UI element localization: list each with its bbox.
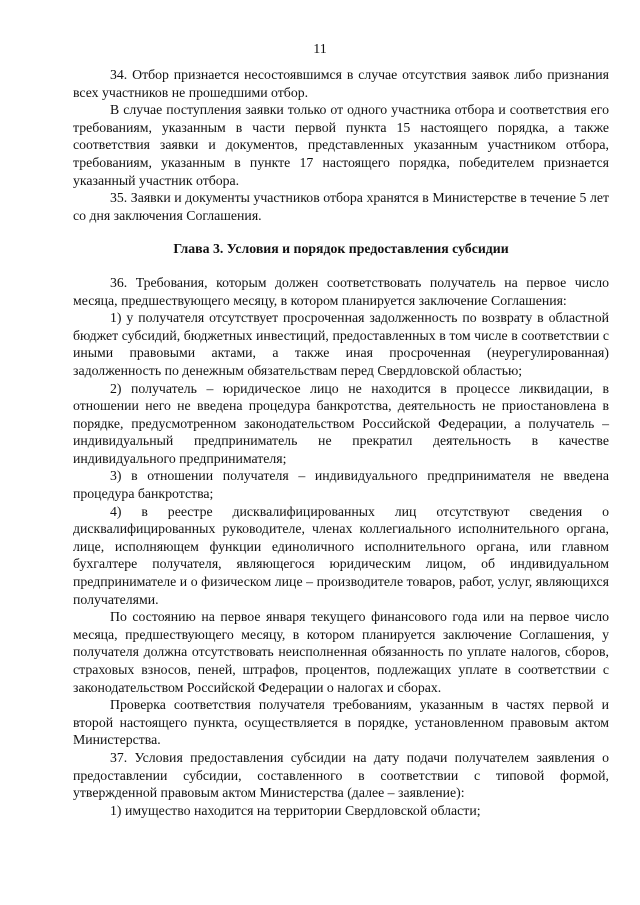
page-number: 11: [313, 42, 327, 57]
paragraph-verification: Проверка соответствия получателя требованиям, указанным в частях первой и второй настоящего пункта, осуществляется в порядке, установленном правовым актом Министерства.: [73, 697, 609, 748]
paragraph-36-item-4: 4) в реестре дисквалифицированных лиц отсутствуют сведения о дисквалифицированных руководителе, членах коллегиального исполнительного органа, лице, исполняющем функции единоличного исполнительного органа, или главном бухгалтере получателя, являющегося юридическим лицом, об индивидуальном предпринимателе и о физическом лице – производителе товаров, работ, услуг, являющихся получателями.: [73, 503, 609, 607]
paragraph-36: 36. Требования, которым должен соответствовать получатель на первое число месяца, предшествующего месяцу, в котором планируется заключение Соглашения:: [73, 274, 609, 308]
paragraph-35: 35. Заявки и документы участников отбора хранятся в Министерстве в течение 5 лет со дня заключения Соглашения.: [73, 190, 609, 223]
chapter-title: Глава 3. Условия и порядок предоставления субсидии: [173, 241, 509, 257]
paragraph-tax-obligations: По состоянию на первое января текущего финансового года или на первое число месяца, предшествующего месяцу, в котором планируется заключение Соглашения, у получателя должна отсутствовать неисполненная обязанность по уплате налогов, сборов, страховых взносов, пеней, штрафов, процентов, подлежащих уплате в соответствии с законодательством Российской Федерации о налогах и сборах.: [73, 609, 609, 695]
paragraph-single-participant: В случае поступления заявки только от одного участника отбора и соответствия его требованиям, указанным в части первой пункта 15 настоящего порядка, а также соответствия заявки и документов, представленных указанным участником отбора, требованиям, указанным в пункте 17 настоящего порядка, победителем признается указанный участник отбора.: [73, 102, 609, 188]
paragraph-36-item-2: 2) получатель – юридическое лицо не находится в процессе ликвидации, в отношении него не введена процедура банкротства, деятельность не приостановлена в порядке, предусмотренном законодательством Российской Федерации, а получатель – индивидуальный предприниматель не прекратил деятельность в качестве индивидуального предпринимателя;: [73, 380, 609, 466]
paragraph-36-item-3: 3) в отношении получателя – индивидуального предпринимателя не введена процедура банкротства;: [73, 468, 609, 502]
paragraph-37: 37. Условия предоставления субсидии на дату подачи получателем заявления о предоставлении субсидии, составленного в соответствии с типовой формой, утвержденной правовым актом Министерства (далее – заявление):: [73, 749, 609, 801]
paragraph-36-item-1: 1) у получателя отсутствует просроченная задолженность по возврату в областной бюджет субсидий, бюджетных инвестиций, предоставленных в том числе в соответствии с иными правовыми актами, а также иная просроченная (неурегулированная) задолженность по денежным обязательствам перед Свердловской областью;: [73, 310, 609, 378]
paragraph-37-item-1: 1) имущество находится на территории Свердловской области;: [110, 802, 481, 818]
document-body: [73, 66, 609, 819]
paragraph-34: 34. Отбор признается несостоявшимся в случае отсутствия заявок либо признания всех участников не прошедшими отбор.: [73, 67, 609, 100]
